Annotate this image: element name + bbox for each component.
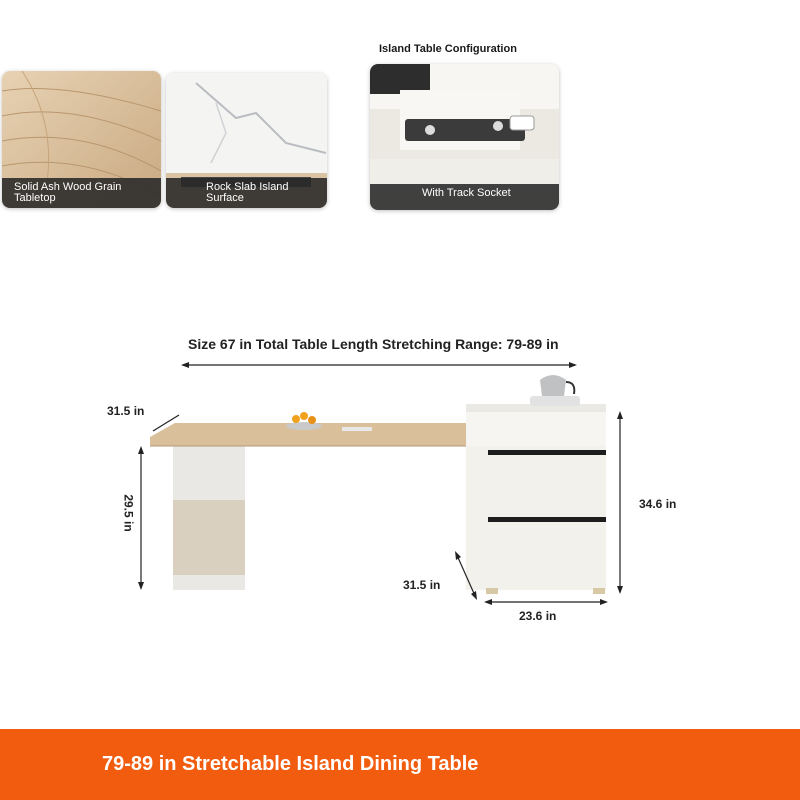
cabinet-height-label: 34.6 in [639, 497, 677, 511]
size-heading: Size 67 in Total Table Length Stretching Range: 79-89 in [188, 336, 559, 352]
cabinet-depth-label: 31.5 in [403, 578, 441, 592]
wood-grain-thumbnail [2, 71, 161, 208]
wood-grain-caption: Solid Ash Wood Grain Tabletop [2, 178, 161, 208]
acrylic-leg [173, 445, 245, 590]
kettle [530, 396, 580, 406]
track-socket-thumbnail [370, 64, 559, 210]
track-socket-caption: With Track Socket [370, 184, 559, 210]
table-depth-label: 31.5 in [107, 404, 145, 418]
book [342, 427, 372, 431]
footer-title: 79-89 in Stretchable Island Dining Table [102, 753, 479, 775]
cabinet-width-label: 23.6 in [519, 609, 557, 623]
table-height-label: 29.5 in [121, 494, 136, 532]
rock-slab-thumbnail [166, 73, 327, 208]
rock-slab-caption: Rock Slab Island Surface [166, 178, 327, 208]
footer-banner [0, 729, 800, 800]
cabinet [466, 446, 606, 590]
tabletop [150, 423, 546, 446]
config-title: Island Table Configuration [379, 43, 517, 55]
fruit-bowl [286, 422, 322, 430]
